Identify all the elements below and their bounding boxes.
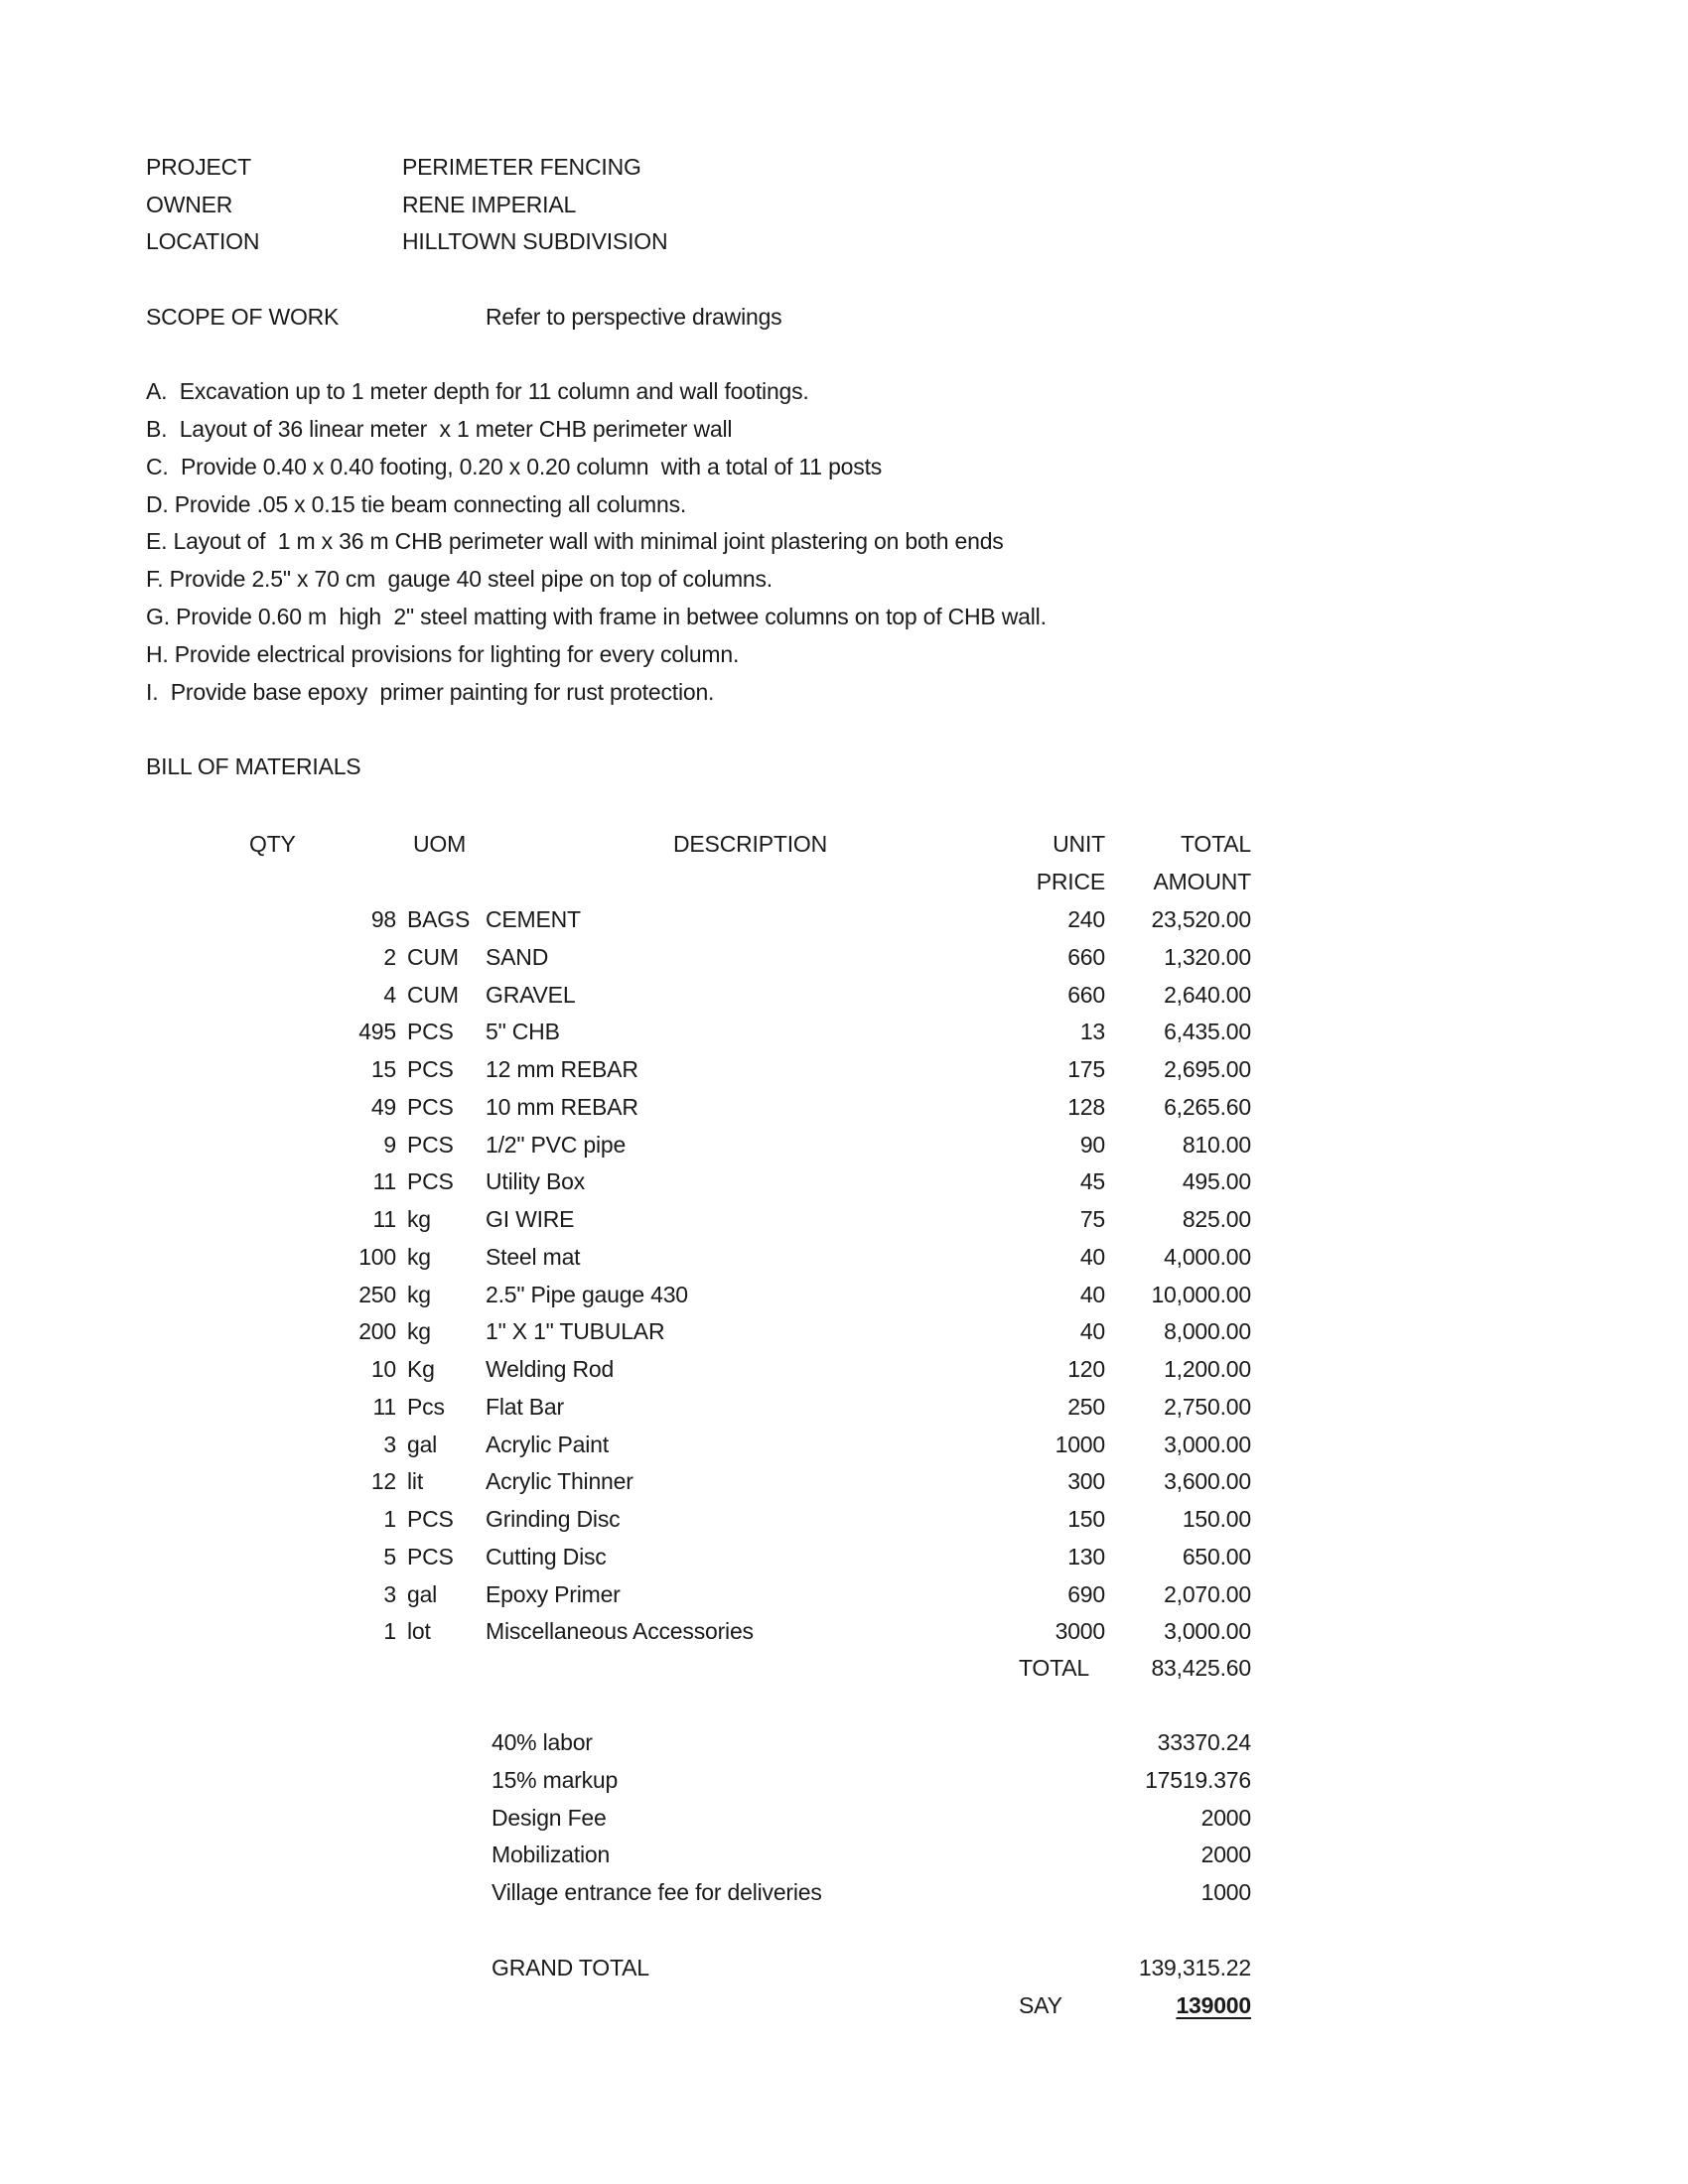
unit-price-cell: 90 <box>1079 1132 1105 1158</box>
total-amount-cell: 4,000.00 <box>1164 1244 1251 1270</box>
total-amount-cell: 495.00 <box>1182 1168 1251 1194</box>
addition-value: 2000 <box>1200 1842 1251 1867</box>
col-header-unit-price-2: PRICE <box>1036 869 1105 894</box>
description-cell: Steel mat <box>486 1244 581 1270</box>
addition-value: 33370.24 <box>1157 1729 1251 1755</box>
project-label: PROJECT <box>146 154 251 180</box>
unit-price-cell: 240 <box>1067 906 1105 932</box>
uom-cell: kg <box>407 1244 431 1270</box>
total-amount-cell: 650.00 <box>1182 1544 1251 1570</box>
description-cell: 12 mm REBAR <box>486 1056 638 1082</box>
col-header-uom: UOM <box>413 831 467 857</box>
bom-total-label: TOTAL <box>1019 1655 1089 1681</box>
qty-cell: 11 <box>372 1168 396 1194</box>
description-cell: Epoxy Primer <box>486 1581 621 1607</box>
unit-price-cell: 175 <box>1067 1056 1105 1082</box>
total-amount-cell: 3,600.00 <box>1164 1468 1251 1494</box>
scope-label: SCOPE OF WORK <box>146 304 340 330</box>
scope-item: G. Provide 0.60 m high 2" steel matting with frame in betwee columns on top of CHB wall. <box>146 604 1047 629</box>
uom-cell: PCS <box>407 1019 454 1044</box>
description-cell: Cutting Disc <box>486 1544 607 1570</box>
unit-price-cell: 128 <box>1067 1094 1105 1120</box>
description-cell: Welding Rod <box>486 1356 615 1382</box>
total-amount-cell: 6,435.00 <box>1164 1019 1251 1044</box>
qty-cell: 495 <box>358 1019 396 1044</box>
uom-cell: PCS <box>407 1544 454 1570</box>
description-cell: 5" CHB <box>486 1019 560 1044</box>
uom-cell: PCS <box>407 1132 454 1158</box>
description-cell: Acrylic Thinner <box>486 1468 633 1494</box>
description-cell: SAND <box>486 944 549 970</box>
say-label: SAY <box>1019 1992 1062 2018</box>
addition-label: 40% labor <box>492 1729 593 1755</box>
qty-cell: 15 <box>370 1056 396 1082</box>
qty-cell: 5 <box>383 1544 396 1570</box>
total-amount-cell: 1,320.00 <box>1164 944 1251 970</box>
unit-price-cell: 660 <box>1067 944 1105 970</box>
unit-price-cell: 75 <box>1079 1206 1105 1232</box>
total-amount-cell: 2,070.00 <box>1164 1581 1251 1607</box>
unit-price-cell: 3000 <box>1055 1618 1105 1644</box>
location-value: HILLTOWN SUBDIVISION <box>402 228 668 254</box>
description-cell: Flat Bar <box>486 1394 564 1420</box>
location-label: LOCATION <box>146 228 260 254</box>
scope-item: B. Layout of 36 linear meter x 1 meter CHB perimeter wall <box>146 416 733 442</box>
scope-item: A. Excavation up to 1 meter depth for 11 column and wall footings. <box>146 378 809 404</box>
description-cell: 2.5" Pipe gauge 430 <box>486 1282 688 1307</box>
uom-cell: PCS <box>407 1056 454 1082</box>
unit-price-cell: 40 <box>1079 1244 1105 1270</box>
uom-cell: PCS <box>407 1168 454 1194</box>
qty-cell: 49 <box>370 1094 396 1120</box>
qty-cell: 100 <box>358 1244 396 1270</box>
qty-cell: 10 <box>370 1356 396 1382</box>
scope-item: H. Provide electrical provisions for lighting for every column. <box>146 641 740 667</box>
scope-note: Refer to perspective drawings <box>486 304 782 330</box>
scope-item: E. Layout of 1 m x 36 m CHB perimeter wall with minimal joint plastering on both ends <box>146 528 1004 554</box>
qty-cell: 250 <box>358 1282 396 1307</box>
total-amount-cell: 23,520.00 <box>1151 906 1251 932</box>
unit-price-cell: 690 <box>1067 1581 1105 1607</box>
uom-cell: Kg <box>407 1356 435 1382</box>
uom-cell: CUM <box>407 982 459 1008</box>
description-cell: CEMENT <box>486 906 581 932</box>
uom-cell: lot <box>407 1618 431 1644</box>
unit-price-cell: 150 <box>1067 1506 1105 1532</box>
owner-label: OWNER <box>146 192 233 217</box>
total-amount-cell: 2,750.00 <box>1164 1394 1251 1420</box>
unit-price-cell: 40 <box>1079 1282 1105 1307</box>
uom-cell: BAGS <box>407 906 471 932</box>
addition-value: 1000 <box>1200 1879 1251 1905</box>
description-cell: GRAVEL <box>486 982 576 1008</box>
scope-item: F. Provide 2.5" x 70 cm gauge 40 steel pipe on top of columns. <box>146 566 773 592</box>
addition-label: Village entrance fee for deliveries <box>492 1879 822 1905</box>
qty-cell: 11 <box>372 1394 396 1420</box>
qty-cell: 3 <box>383 1581 396 1607</box>
unit-price-cell: 120 <box>1067 1356 1105 1382</box>
col-header-description: DESCRIPTION <box>673 831 827 857</box>
uom-cell: gal <box>407 1581 438 1607</box>
uom-cell: Pcs <box>407 1394 445 1420</box>
total-amount-cell: 3,000.00 <box>1164 1432 1251 1457</box>
total-amount-cell: 6,265.60 <box>1164 1094 1251 1120</box>
grand-total-value: 139,315.22 <box>1138 1955 1251 1980</box>
total-amount-cell: 150.00 <box>1182 1506 1251 1532</box>
qty-cell: 9 <box>383 1132 396 1158</box>
uom-cell: PCS <box>407 1094 454 1120</box>
unit-price-cell: 13 <box>1079 1019 1105 1044</box>
uom-cell: kg <box>407 1282 431 1307</box>
project-value: PERIMETER FENCING <box>402 154 641 180</box>
qty-cell: 200 <box>358 1318 396 1344</box>
uom-cell: PCS <box>407 1506 454 1532</box>
total-amount-cell: 8,000.00 <box>1164 1318 1251 1344</box>
description-cell: Utility Box <box>486 1168 586 1194</box>
addition-label: Design Fee <box>492 1805 607 1831</box>
scope-item: D. Provide .05 x 0.15 tie beam connecting all columns. <box>146 491 687 517</box>
description-cell: Grinding Disc <box>486 1506 621 1532</box>
total-amount-cell: 825.00 <box>1182 1206 1251 1232</box>
qty-cell: 1 <box>383 1506 396 1532</box>
description-cell: GI WIRE <box>486 1206 575 1232</box>
col-header-total-amount-2: AMOUNT <box>1153 869 1251 894</box>
col-header-qty: QTY <box>249 831 296 857</box>
say-value: 139000 <box>1176 1992 1251 2018</box>
qty-cell: 2 <box>383 944 396 970</box>
addition-value: 2000 <box>1200 1805 1251 1831</box>
qty-cell: 12 <box>370 1468 396 1494</box>
description-cell: 10 mm REBAR <box>486 1094 638 1120</box>
unit-price-cell: 1000 <box>1055 1432 1105 1457</box>
unit-price-cell: 660 <box>1067 982 1105 1008</box>
owner-value: RENE IMPERIAL <box>402 192 577 217</box>
total-amount-cell: 10,000.00 <box>1151 1282 1251 1307</box>
addition-label: Mobilization <box>492 1842 611 1867</box>
total-amount-cell: 2,695.00 <box>1164 1056 1251 1082</box>
unit-price-cell: 40 <box>1079 1318 1105 1344</box>
col-header-unit-price: UNIT <box>1053 831 1105 857</box>
qty-cell: 11 <box>372 1206 396 1232</box>
unit-price-cell: 250 <box>1067 1394 1105 1420</box>
scope-item: I. Provide base epoxy primer painting for rust protection. <box>146 679 715 705</box>
uom-cell: kg <box>407 1206 431 1232</box>
grand-total-label: GRAND TOTAL <box>492 1955 649 1980</box>
addition-label: 15% markup <box>492 1767 619 1793</box>
qty-cell: 1 <box>383 1618 396 1644</box>
scope-item: C. Provide 0.40 x 0.40 footing, 0.20 x 0.20 column with a total of 11 posts <box>146 454 883 479</box>
total-amount-cell: 2,640.00 <box>1164 982 1251 1008</box>
addition-value: 17519.376 <box>1145 1767 1251 1793</box>
col-header-total-amount: TOTAL <box>1181 831 1251 857</box>
qty-cell: 3 <box>383 1432 396 1457</box>
uom-cell: lit <box>407 1468 424 1494</box>
unit-price-cell: 45 <box>1079 1168 1105 1194</box>
description-cell: 1" X 1" TUBULAR <box>486 1318 665 1344</box>
bom-title: BILL OF MATERIALS <box>146 753 361 779</box>
qty-cell: 4 <box>383 982 396 1008</box>
uom-cell: CUM <box>407 944 459 970</box>
description-cell: Miscellaneous Accessories <box>486 1618 754 1644</box>
total-amount-cell: 810.00 <box>1182 1132 1251 1158</box>
total-amount-cell: 3,000.00 <box>1164 1618 1251 1644</box>
description-cell: 1/2" PVC pipe <box>486 1132 627 1158</box>
uom-cell: kg <box>407 1318 431 1344</box>
total-amount-cell: 1,200.00 <box>1164 1356 1251 1382</box>
description-cell: Acrylic Paint <box>486 1432 609 1457</box>
unit-price-cell: 130 <box>1067 1544 1105 1570</box>
bom-total-value: 83,425.60 <box>1151 1655 1251 1681</box>
qty-cell: 98 <box>370 906 396 932</box>
uom-cell: gal <box>407 1432 438 1457</box>
unit-price-cell: 300 <box>1067 1468 1105 1494</box>
